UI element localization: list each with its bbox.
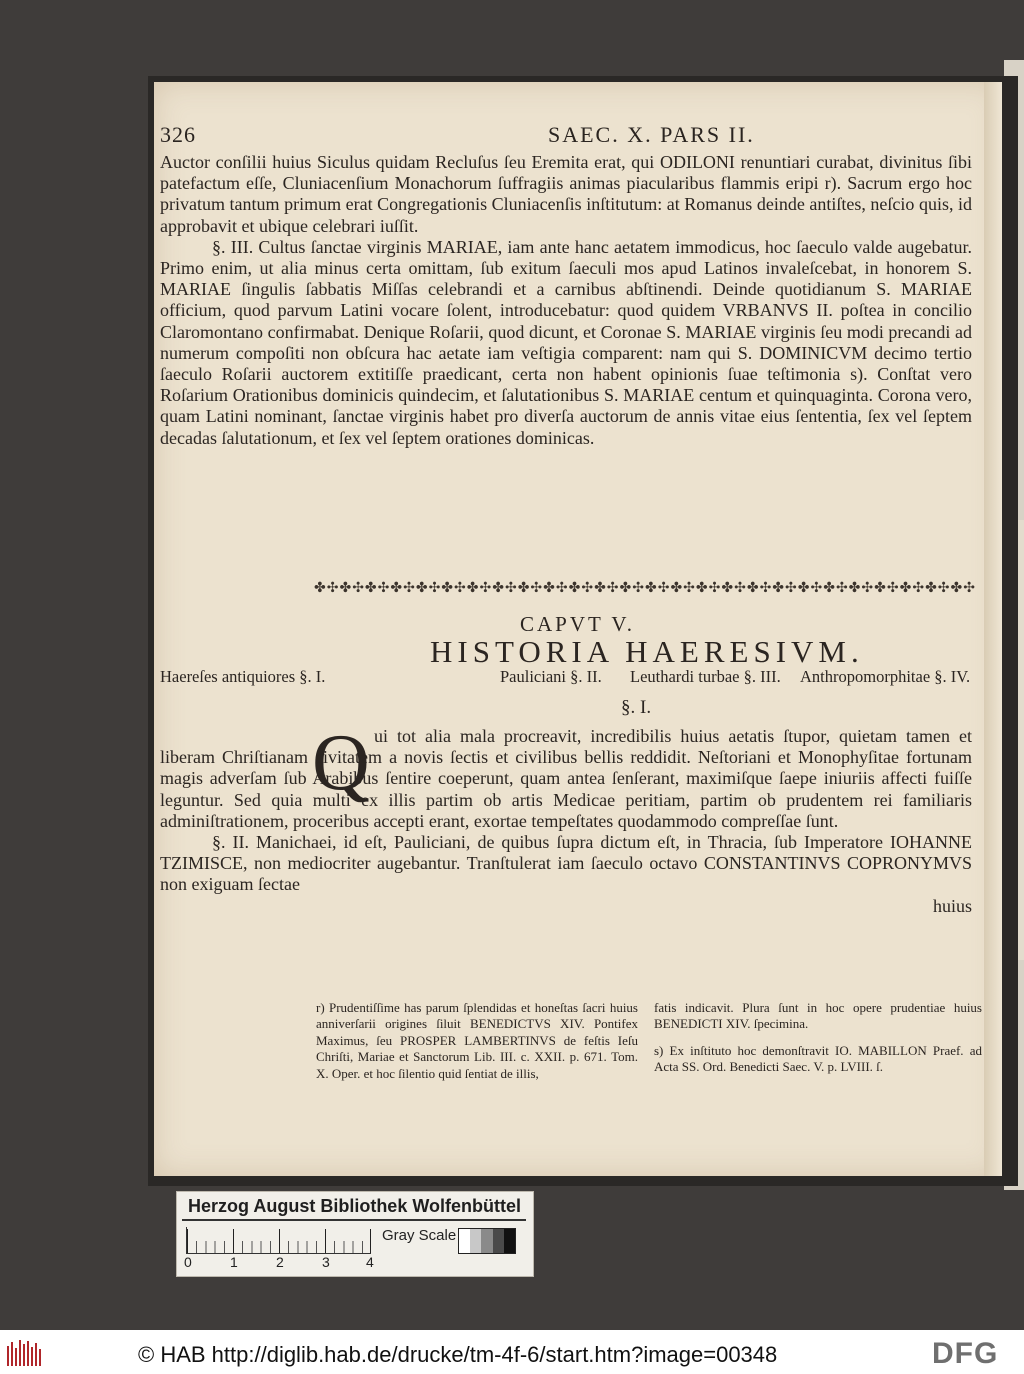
running-title: SAEC. X. PARS II. (548, 122, 755, 147)
hab-logo-icon (6, 1338, 42, 1368)
measurement-ruler (186, 1227, 371, 1254)
paragraph-1: Auctor conſilii huius Siculus quidam Recluſus ſeu Eremita erat, qui ODILONI renuntiari curabat, divinitus ſibi patefactum eſſe, Cluniacenſium Monachorum ſuffragiis animas piacularibus flammis eripi r). Sacrum ergo hoc privatum tantum primum erat Congregationis Cluniacenſis inſtitutum: at Romanus deinde antiſtes, neſcio quis, id approbavit et ubique celebrari iuſſit. (160, 152, 972, 236)
footnote-s (654, 1000, 982, 1076)
paragraph-2: §. III. Cultus ſanctae virginis MARIAE, iam ante hanc aetatem immodicus, hoc ſaeculo valde augebatur. Primo enim, ut alia minus certa omittam, ſub exitum ſaeculi mos apud Latinos invaleſcebat, in honorem S. MARIAE ſingulis ſabbatis Miſſas celebrandi et a carnibus abſtinendi. Deinde quotidianum S. MARIAE officium, quod parvum Latini vocare ſolent, introducebatur: quod quidem VRBANVS II. poſtea in concilio Claromontano confirmabat. Denique Roſarii, quod dicunt, et Coronae S. MARIAE virginis ſeu modi precandi ad numerum compoſiti non obſcura hac aetate iam veſtigia comparent: nam qui S. DOMINICVM decimo tertio ſaeculo Roſarii auctorem extitiſſe praedicant, certa non habent opinionis ſuae teſtimonia s). Conſtat vero Roſarium Orationibus dominicis quindecim, et ſalutationibus S. MARIAE centum et quinquaginta. Corona vero, quam Latini nominant, ſanctae virginis habet pro diverſa auctorum de annis vitae eius ſententia, ſex vel ſeptem decadas ſalutationum, et ſex vel ſeptem orationes dominicas. (160, 236, 972, 448)
chapter-title: HISTORIA HAERESIVM. (430, 634, 864, 669)
contents-item: Pauliciani §. II. (500, 667, 602, 686)
paragraph-3: ui tot alia mala procreavit, incredibilis huius aetatis ſtupor, quietam tamen et liberam Chriſtianam civitatem a novis ſectis et civilibus bellis reddidit. Neſtoriani et Monophyſitae fortunam magis adverſam ſub Arabibus ſentire coeperunt, quam antea ſenſerant, maximiſque ſaepe iniuriis affecti fuiſſe leguntur. Sed quia multi ex illis partim ob artis Medicae peritiam, partim ob prudentem rei familiaris adminiſtrationem, proceribus accepti erant, exortae tempeſtates quodammodo compreſſae ſunt. (160, 726, 972, 831)
gray-swatch (493, 1229, 504, 1253)
ruler-number: 3 (322, 1254, 330, 1270)
footnote-text: s) Ex inſtituto hoc demonſtravit IO. MABILLON Praef. ad Acta SS. Ord. Benedicti Saec. V. p. LVIII. ſ. (654, 1042, 982, 1075)
footnote-r (316, 1000, 638, 1082)
copyright-url[interactable]: © HAB http://diglib.hab.de/drucke/tm-4f-6/start.htm?image=00348 (138, 1342, 778, 1367)
ruler-number: 4 (366, 1254, 374, 1270)
chapter-number: CAPVT V. (520, 612, 636, 636)
running-head (160, 122, 950, 150)
ornamental-divider: ✤✣✤✣✤✣✤✣✤✣✤✣✤✣✤✣✤✣✤✣✤✣✤✣✤✣✤✣✤✣✤✣✤✣✤✣✤✣✤✣✤✣✤✣✤✣✤✣✤✣✤✣ (314, 581, 976, 596)
gray-scale-label: Gray Scale (382, 1227, 457, 1244)
card-divider (182, 1219, 526, 1221)
text-block-top (160, 152, 972, 449)
contents-item: Leuthardi turbae §. III. (630, 667, 781, 686)
gray-scale-swatches (458, 1228, 516, 1254)
catchword: huius (932, 895, 972, 916)
contents-item: Haereſes antiquiores §. I. (160, 667, 326, 686)
footnote-text: fatis indicavit. Plura ſunt in hoc opere prudentiae huius BENEDICTI XIV. ſpecimina. (654, 1000, 982, 1032)
section-mark: §. I. (621, 697, 652, 718)
footnote-text: r) Prudentiſſime has parum ſplendidas et honeſtas ſacri huius anniverſarii origines ſiluit BENEDICTVS XIV. Pontifex Maximus, ſeu PROSPER LAMBERTINVS de feſtis Ieſu Chriſti, Mariae et Sanctorum Lib. III. c. XXII. p. 671. Tom. X. Oper. et hoc ſilentio quid ſentiat de illis, (316, 1000, 638, 1081)
paragraph-4: §. II. Manichaei, id eſt, Pauliciani, de quibus ſupra dictum eſt, in Thracia, ſub Imperatore IOHANNE TZIMISCE, non mediocriter augebantur. Tranſtulerat iam ſaeculo octavo CONSTANTINVS COPRONYMVS non exiguam ſectae (160, 832, 972, 895)
page-gutter (984, 82, 1002, 1176)
gray-swatch (459, 1229, 470, 1253)
text-block-bottom (160, 726, 972, 917)
ruler-number: 1 (230, 1254, 238, 1270)
contents-item: Anthropomorphitae §. IV. (800, 667, 971, 686)
gray-swatch (481, 1229, 492, 1253)
library-name: Herzog August Bibliothek Wolfenbüttel (188, 1196, 521, 1216)
drop-cap: Q (312, 719, 370, 807)
page-number: 326 (160, 122, 196, 147)
gray-swatch (504, 1229, 515, 1253)
dfg-logo: DFG (932, 1337, 999, 1370)
ruler-number: 0 (184, 1254, 192, 1270)
ruler-number: 2 (276, 1254, 284, 1270)
gray-swatch (470, 1229, 481, 1253)
